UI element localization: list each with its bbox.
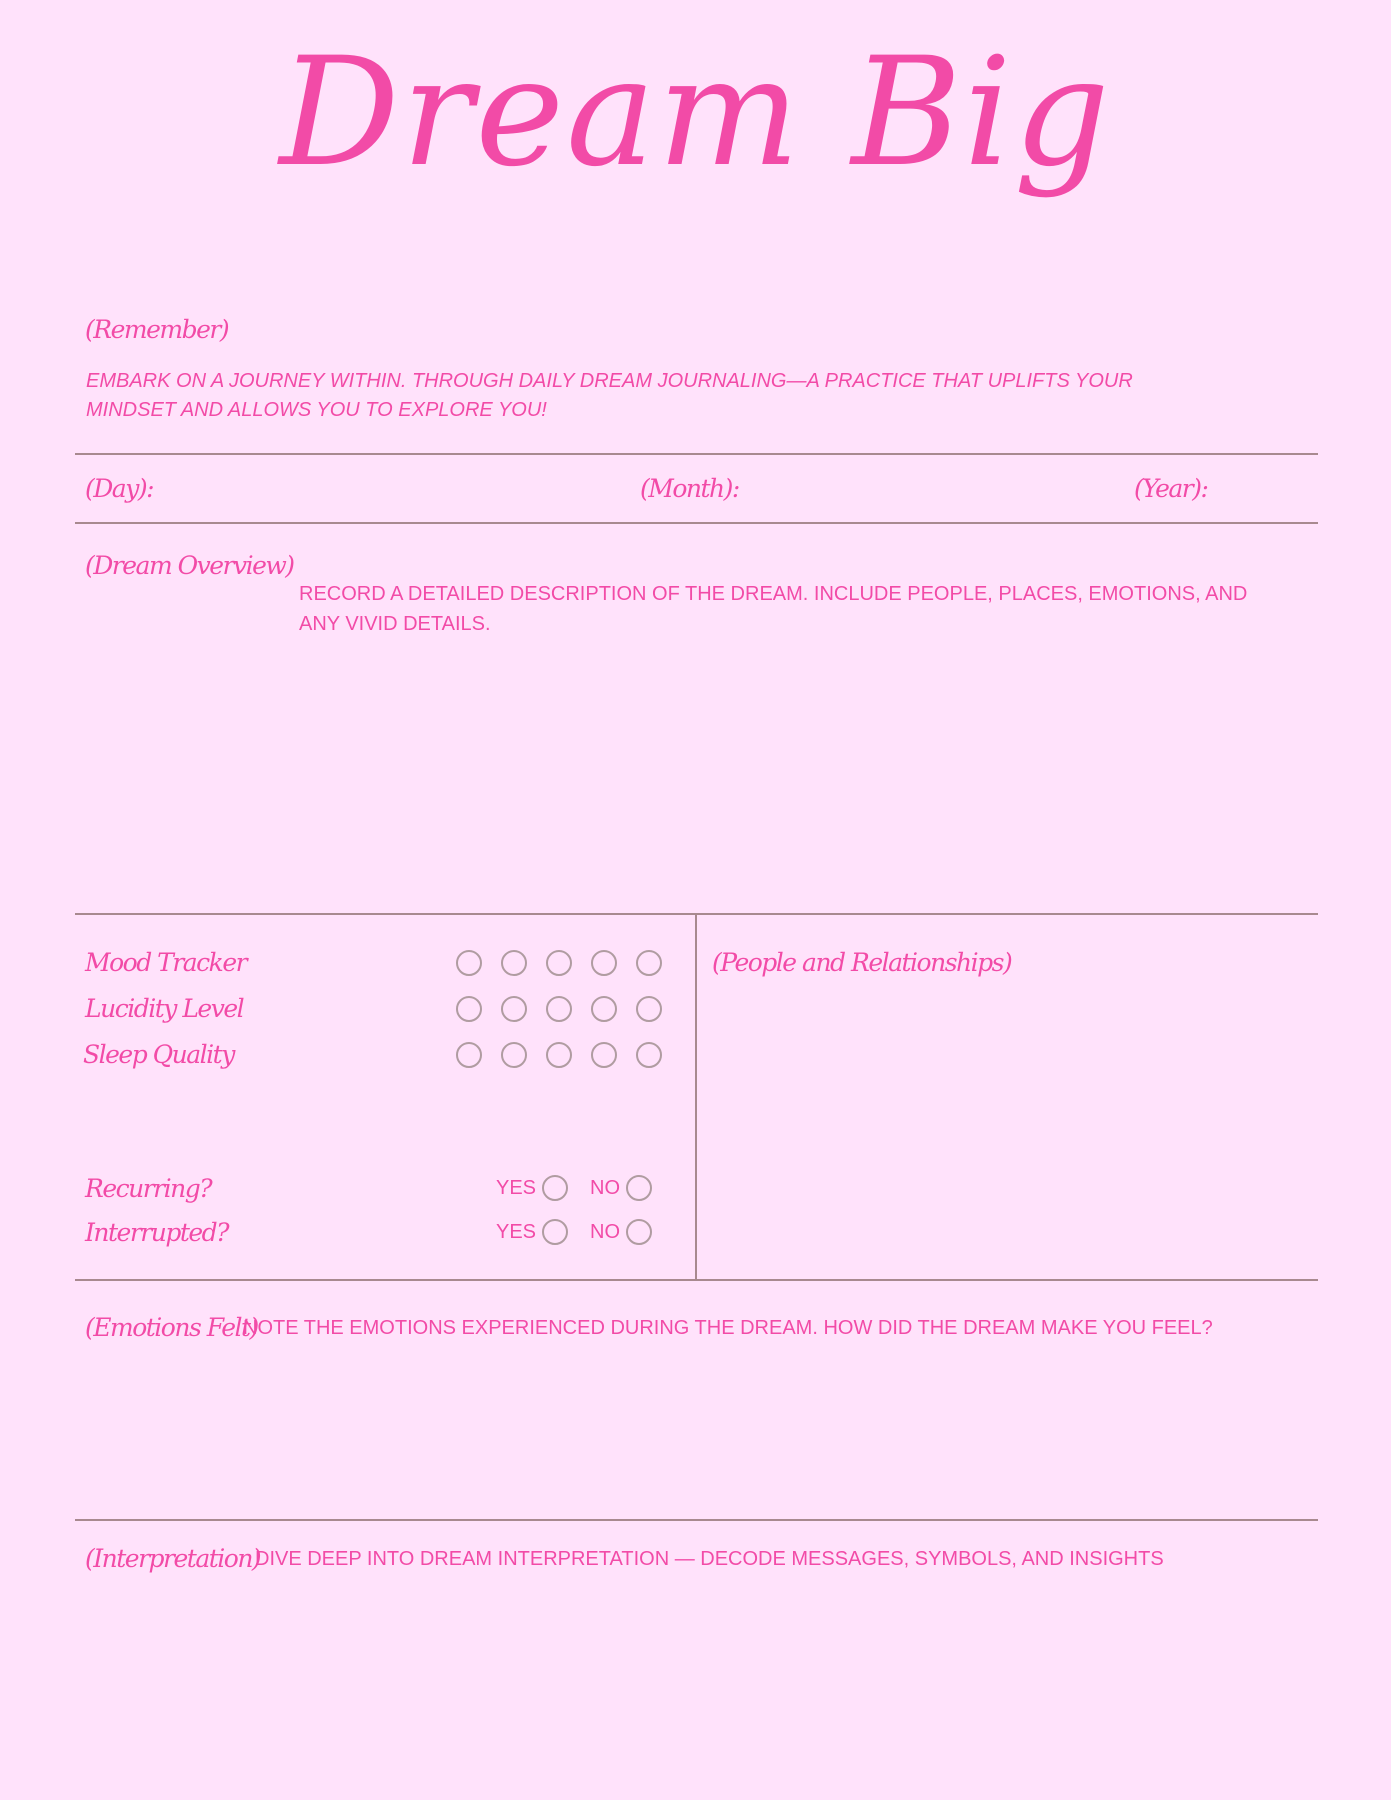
month-label: (Month): xyxy=(640,474,739,503)
dream-overview-label: (Dream Overview) xyxy=(85,551,294,580)
divider xyxy=(75,522,1318,524)
rating-circle-2[interactable] xyxy=(501,1042,527,1068)
yes-label: YES xyxy=(496,1176,537,1199)
divider xyxy=(75,453,1318,455)
lucidity-level-label: Lucidity Level xyxy=(85,994,244,1023)
rating-circle-3[interactable] xyxy=(546,950,572,976)
year-label: (Year): xyxy=(1134,474,1208,503)
rating-circle-3[interactable] xyxy=(546,996,572,1022)
people-relationships-label: (People and Relationships) xyxy=(712,948,1012,977)
rating-circle-2[interactable] xyxy=(501,996,527,1022)
interpretation-text: DIVE DEEP INTO DREAM INTERPRETATION — DECODE MESSAGES, SYMBOLS, AND INSIGHTS xyxy=(255,1548,1164,1570)
rating-circle-3[interactable] xyxy=(546,1042,572,1068)
emotions-felt-label: (Emotions Felt) xyxy=(85,1313,258,1342)
page-title: Dream Big xyxy=(279,26,1112,200)
mood-tracker-label: Mood Tracker xyxy=(85,948,247,977)
rating-circle-5[interactable] xyxy=(636,1042,662,1068)
lucidity-level-rating xyxy=(456,996,662,1022)
day-label: (Day): xyxy=(85,474,154,503)
rating-circle-4[interactable] xyxy=(591,1042,617,1068)
no-radio[interactable] xyxy=(626,1175,652,1201)
remember-label: (Remember) xyxy=(85,315,229,344)
rating-circle-4[interactable] xyxy=(591,950,617,976)
remember-text: EMBARK ON A JOURNEY WITHIN. THROUGH DAILY DREAM JOURNALING—A PRACTICE THAT UPLIFTS YOUR MINDSET AND ALLOWS YOU TO EXPLORE YOU! xyxy=(86,370,1133,421)
rating-circle-5[interactable] xyxy=(636,950,662,976)
interpretation-label: (Interpretation) xyxy=(85,1544,261,1573)
rating-circle-2[interactable] xyxy=(501,950,527,976)
no-radio[interactable] xyxy=(626,1219,652,1245)
no-label: NO xyxy=(590,1176,621,1199)
dream-overview-text: RECORD A DETAILED DESCRIPTION OF THE DREAM. INCLUDE PEOPLE, PLACES, EMOTIONS, AND ANY VIVID DETAILS. xyxy=(299,583,1248,635)
yes-radio[interactable] xyxy=(542,1219,568,1245)
rating-circle-1[interactable] xyxy=(456,950,482,976)
rating-circle-1[interactable] xyxy=(456,996,482,1022)
interrupted-options xyxy=(496,1219,652,1245)
emotions-felt-text: NOTE THE EMOTIONS EXPERIENCED DURING THE DREAM. HOW DID THE DREAM MAKE YOU FEEL? xyxy=(243,1317,1213,1339)
rating-circle-5[interactable] xyxy=(636,996,662,1022)
mood-tracker-rating xyxy=(456,950,662,976)
no-label: NO xyxy=(590,1220,621,1243)
sleep-quality-rating xyxy=(456,1042,662,1068)
recurring-options xyxy=(496,1175,652,1201)
divider xyxy=(75,1519,1318,1521)
sleep-quality-label: Sleep Quality xyxy=(83,1040,234,1069)
recurring-label: Recurring? xyxy=(85,1174,212,1203)
column-divider xyxy=(695,913,697,1279)
yes-label: YES xyxy=(496,1220,537,1243)
rating-circle-4[interactable] xyxy=(591,996,617,1022)
interrupted-label: Interrupted? xyxy=(85,1218,229,1247)
rating-circle-1[interactable] xyxy=(456,1042,482,1068)
yes-radio[interactable] xyxy=(542,1175,568,1201)
divider xyxy=(75,1279,1318,1281)
